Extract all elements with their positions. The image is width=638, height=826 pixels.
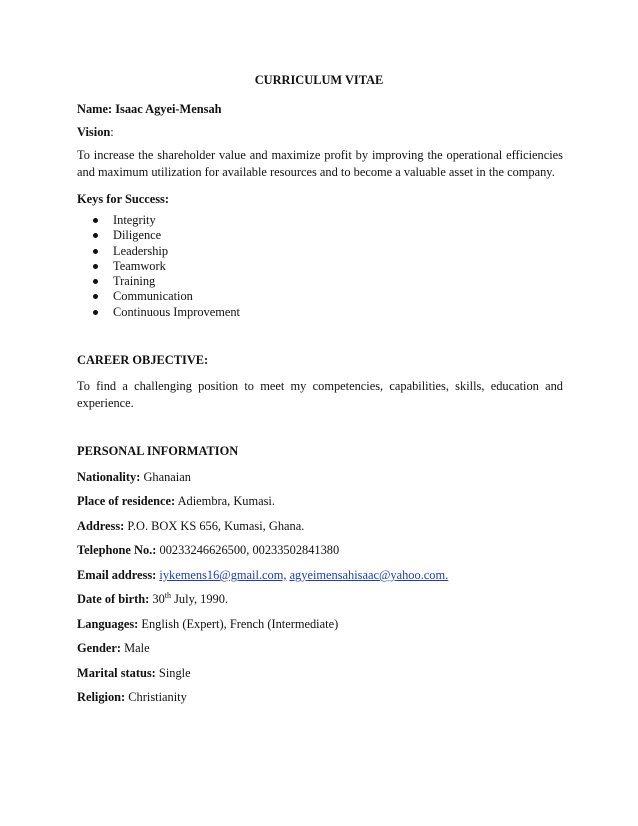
name-line <box>77 101 563 117</box>
email-line <box>77 567 563 583</box>
religion-label: Religion: <box>77 690 126 704</box>
list-item <box>77 213 240 228</box>
languages-value: English (Expert), French (Intermediate) <box>141 617 339 631</box>
document-title: CURRICULUM VITAE <box>254 73 384 87</box>
marital-label: Marital status: <box>77 666 156 680</box>
dob-line <box>77 591 563 607</box>
bullet-icon <box>93 310 98 315</box>
name-label: Name: <box>77 102 113 116</box>
career-text: To find a challenging position to meet my competencies, capabilities, skills, education and experience. <box>77 379 563 410</box>
email-label: Email address: <box>77 568 157 582</box>
key-label: Teamwork <box>113 258 166 273</box>
dob-suffix: th <box>164 590 171 600</box>
telephone-value: 00233246626500, 00233502841380 <box>159 543 340 557</box>
bullet-icon <box>93 218 98 223</box>
address-line <box>77 518 563 534</box>
bullet-icon <box>93 233 98 238</box>
nationality-label: Nationality: <box>77 470 141 484</box>
email-link-gmail[interactable]: iykemens16@gmail.com, <box>159 568 287 582</box>
vision-text: To increase the shareholder value and maximize profit by improving the operational efficiencies and maximum utilization for available resources and to become a valuable asset in the company. <box>77 148 563 179</box>
bullet-icon <box>93 249 98 254</box>
key-label: Training <box>113 274 156 289</box>
key-label: Leadership <box>113 243 169 258</box>
dob-day: 30 <box>152 592 165 606</box>
key-label: Continuous Improvement <box>113 304 240 319</box>
list-item <box>77 274 240 289</box>
personal-heading: PERSONAL INFORMATION <box>77 444 239 458</box>
career-heading: CAREER OBJECTIVE: <box>77 353 209 367</box>
vision-line <box>77 124 563 140</box>
languages-label: Languages: <box>77 617 139 631</box>
list-item <box>77 244 240 259</box>
languages-line <box>77 616 563 632</box>
list-item <box>77 289 240 304</box>
marital-value: Single <box>158 666 191 680</box>
bullet-icon <box>93 294 98 299</box>
bullet-icon <box>93 264 98 269</box>
telephone-label: Telephone No.: <box>77 543 157 557</box>
dob-label: Date of birth: <box>77 592 150 606</box>
residence-value: Adiembra, Kumasi. <box>177 494 275 508</box>
gender-line <box>77 640 563 656</box>
telephone-line <box>77 542 563 558</box>
key-label: Diligence <box>113 228 162 243</box>
keys-heading: Keys for Success: <box>77 192 169 206</box>
list-item <box>77 228 240 243</box>
key-label: Integrity <box>113 213 156 227</box>
list-item <box>77 259 240 274</box>
address-label: Address: <box>77 519 125 533</box>
email-link-yahoo[interactable]: agyeimensahisaac@yahoo.com. <box>289 568 449 582</box>
dob-rest: July, 1990. <box>174 592 229 606</box>
vision-colon: : <box>110 125 114 139</box>
gender-value: Male <box>124 641 150 655</box>
bullet-icon <box>93 279 98 284</box>
key-label: Communication <box>113 289 193 304</box>
religion-value: Christianity <box>128 690 187 704</box>
residence-line <box>77 493 563 509</box>
name-value: Isaac Agyei-Mensah <box>115 102 222 116</box>
nationality-value: Ghanaian <box>143 470 191 484</box>
vision-label: Vision <box>77 125 111 139</box>
nationality-line <box>77 469 563 485</box>
list-item <box>77 305 240 320</box>
residence-label: Place of residence: <box>77 494 176 508</box>
address-value: P.O. BOX KS 656, Kumasi, Ghana. <box>127 519 305 533</box>
keys-list <box>77 213 240 320</box>
gender-label: Gender: <box>77 641 122 655</box>
marital-line <box>77 665 563 681</box>
religion-line <box>77 689 563 705</box>
